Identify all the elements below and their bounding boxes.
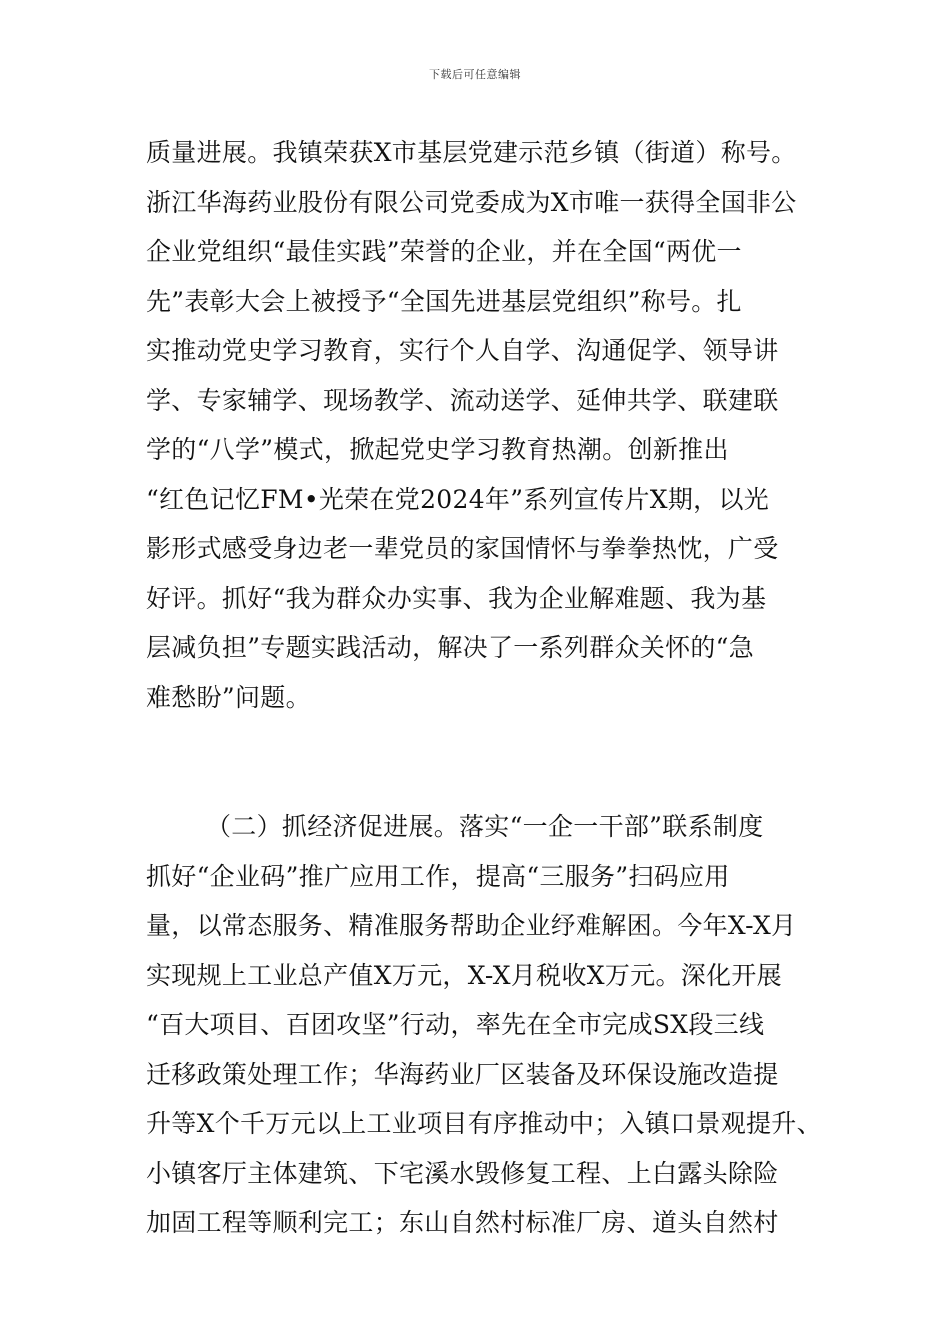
- text-line: 量，以常态服务、精准服务帮助企业纾难解困。今年X-X月: [146, 911, 797, 940]
- text-line: 质量进展。我镇荣获X市基层党建示范乡镇（街道）称号。: [146, 138, 797, 167]
- text-line: 加固工程等顺利完工；东山自然村标准厂房、道头自然村: [146, 1208, 779, 1237]
- text-line: 浙江华海药业股份有限公司党委成为X市唯一获得全国非公: [146, 187, 797, 217]
- text-line: 实现规上工业总产值X万元，X-X月税收X万元。深化开展: [146, 960, 782, 990]
- text-line: 先”表彰大会上被授予“全国先进基层党组织”称号。扎: [146, 286, 742, 316]
- text-line: 学、专家辅学、现场教学、流动送学、延伸共学、联建联: [146, 385, 779, 415]
- text-line: 企业党组织“最佳实践”荣誉的企业，并在全国“两优一: [146, 237, 742, 266]
- paragraph-economy: [146, 802, 822, 1248]
- text-line: 难愁盼”问题。: [146, 682, 311, 712]
- paragraph-spacer: [146, 722, 806, 802]
- text-line: 迁移政策处理工作；华海药业厂区装备及环保设施改造提: [146, 1059, 779, 1089]
- text-line: 层减负担”专题实践活动，解决了一系列群众关怀的“急: [146, 633, 755, 662]
- text-line: 好评。抓好“我为群众办实事、我为企业解难题、我为基: [146, 583, 767, 613]
- page-header: 下载后可任意编辑: [429, 68, 521, 81]
- document-body: [146, 128, 822, 1248]
- text-line: 实推动党史学习教育，实行个人自学、沟通促学、领导讲: [146, 336, 779, 365]
- text-line: 抓好“企业码”推广应用工作，提高“三服务”扫码应用: [146, 861, 730, 891]
- text-line: 学的“八学”模式，掀起党史学习教育热潮。创新推出: [146, 435, 729, 464]
- paragraph-party-building: [146, 128, 806, 722]
- text-line: 小镇客厅主体建筑、下宅溪水毁修复工程、上白露头除险: [146, 1158, 779, 1188]
- text-line: 升等X个千万元以上工业项目有序推动中；入镇口景观提升、: [146, 1109, 822, 1138]
- text-line: “百大项目、百团攻坚”行动，率先在全市完成SX段三线: [146, 1010, 765, 1039]
- text-line: 影形式感受身边老一辈党员的家国情怀与拳拳热忱，广受: [146, 534, 779, 563]
- section-heading-line: （二）抓经济促进展。落实“一企一干部”联系制度: [206, 812, 764, 841]
- text-line: “红色记忆FM•光荣在党2024年”系列宣传片X期，以光: [146, 484, 770, 514]
